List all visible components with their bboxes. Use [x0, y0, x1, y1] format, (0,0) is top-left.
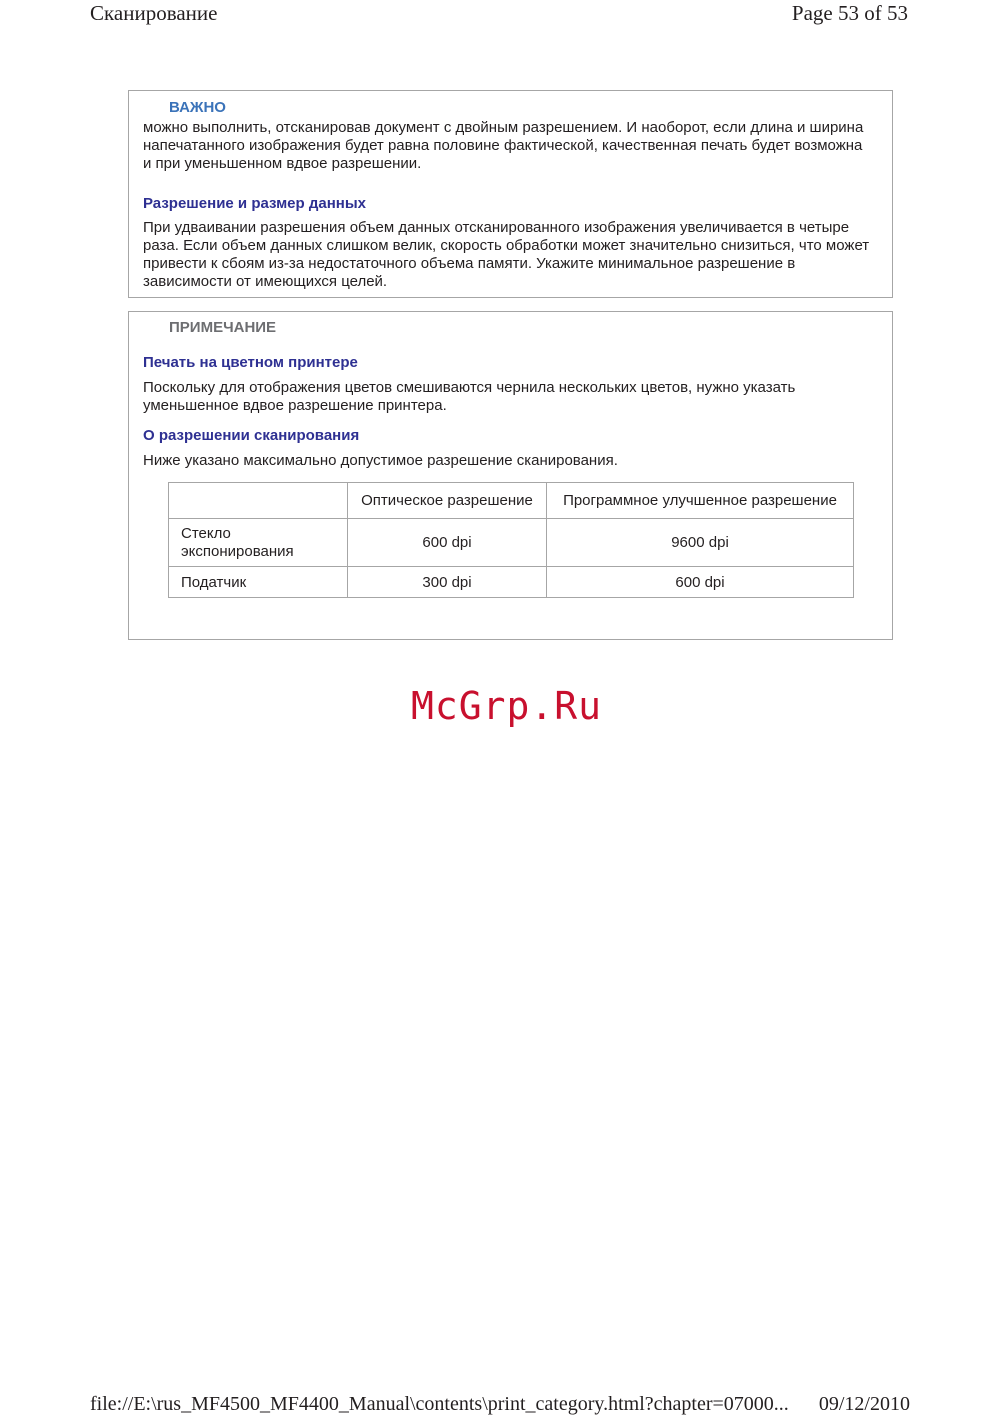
table-row	[169, 567, 854, 598]
table-cell: Податчик	[169, 567, 348, 598]
page-counter: Page 53 of 53	[791, 1, 908, 25]
important-box	[128, 90, 893, 298]
table-header-cell: Программное улучшенное разрешение	[547, 483, 854, 519]
note-label: ПРИМЕЧАНИЕ	[169, 319, 277, 336]
important-intro-text: можно выполнить, отсканировав документ с двойным разрешением. И наоборот, если длина и ширина напечатанного изображения будет равна половине фактической, качественная печать будет возможна и при уменьшенном вдвое разрешении.	[143, 119, 864, 172]
important-label: ВАЖНО	[169, 99, 226, 116]
table-cell: 600 dpi	[547, 567, 854, 598]
data-size-heading: Разрешение и размер данных	[143, 195, 366, 212]
note-box	[128, 311, 893, 640]
watermark: McGrp.Ru	[410, 684, 603, 728]
table-cell: 600 dpi	[348, 519, 547, 567]
table-header-row	[169, 483, 854, 519]
table-header-cell: Оптическое разрешение	[348, 483, 547, 519]
footer-file-path: file://E:\rus_MF4500_MF4400_Manual\contents\print_category.html?chapter=07000...	[90, 1393, 789, 1415]
table-cell: 300 dpi	[348, 567, 547, 598]
table-row	[169, 519, 854, 567]
color-printer-heading: Печать на цветном принтере	[143, 354, 358, 371]
data-size-text: При удваивании разрешения объем данных отсканированного изображения увеличивается в четыре раза. Если объем данных слишком велик, скорость обработки может значительно снизиться, что может привести к сбоям из-за недостаточного объема памяти. Укажите минимальное разрешение в зависимости от имеющихся целей.	[143, 219, 870, 290]
resolution-table	[168, 482, 854, 598]
footer-date: 09/12/2010	[818, 1393, 910, 1415]
header-title: Сканирование	[90, 1, 218, 25]
table-header-cell	[169, 483, 348, 519]
color-printer-text: Поскольку для отображения цветов смешиваются чернила нескольких цветов, нужно указать уменьшенное вдвое разрешение принтера.	[143, 379, 796, 414]
scan-resolution-text: Ниже указано максимально допустимое разрешение сканирования.	[143, 452, 618, 469]
scan-resolution-heading: О разрешении сканирования	[143, 427, 360, 444]
table-cell: Стекло экспонирования	[169, 519, 348, 567]
table-cell: 9600 dpi	[547, 519, 854, 567]
